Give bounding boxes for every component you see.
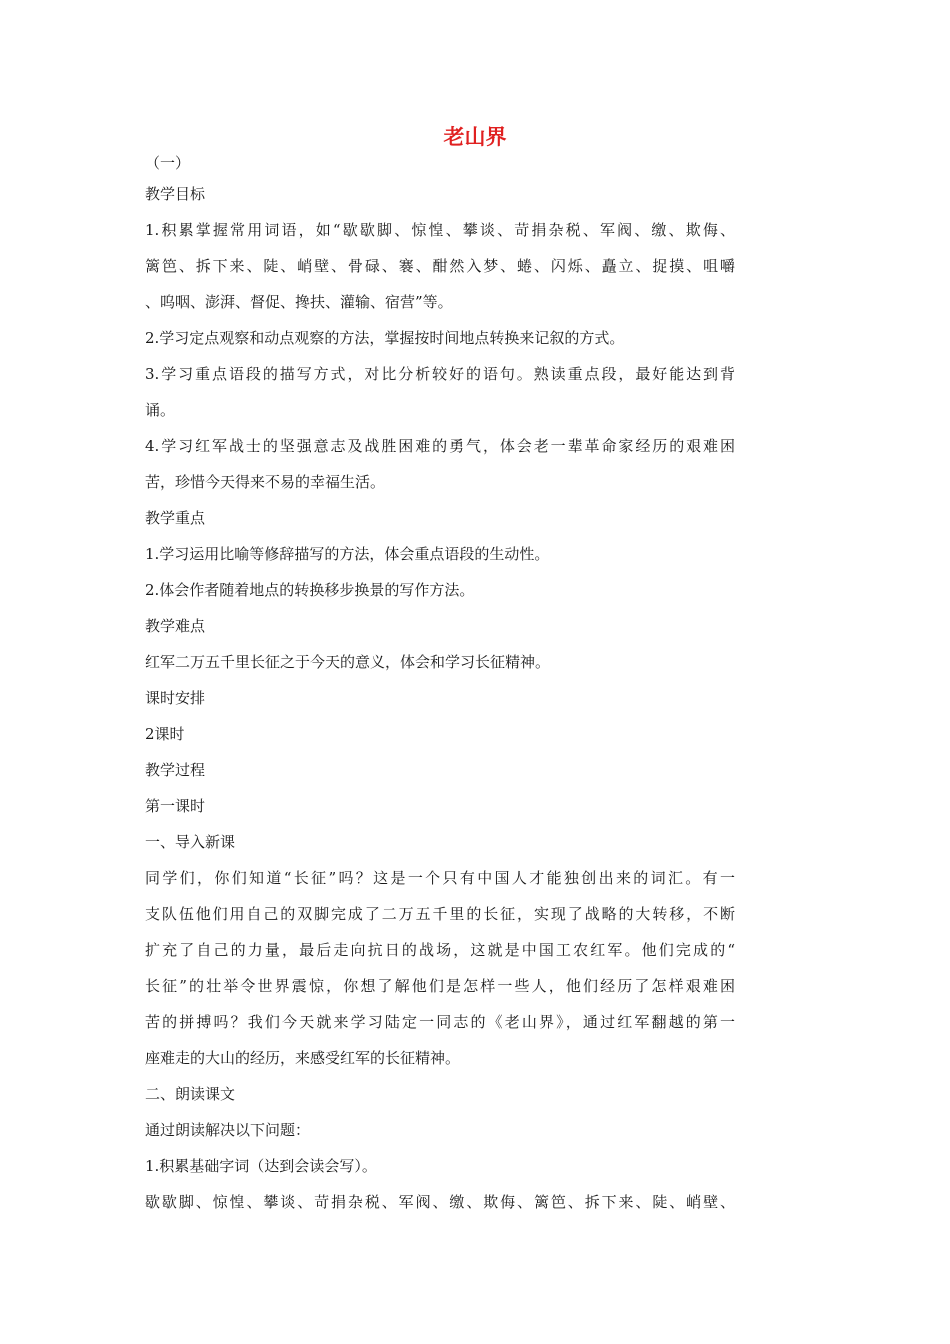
text-line: 二、朗读课文 bbox=[145, 1085, 236, 1103]
text-line: 4.学习红军战士的坚强意志及战胜困难的勇气，体会老一辈革命家经历的艰难困 bbox=[145, 437, 735, 455]
text-line: 同学们，你们知道“长征”吗？这是一个只有中国人才能独创出来的词汇。有一 bbox=[145, 869, 735, 887]
text-line: 红军二万五千里长征之于今天的意义，体会和学习长征精神。 bbox=[145, 653, 551, 671]
document-body bbox=[145, 150, 735, 1220]
text-line: （一） bbox=[145, 154, 191, 172]
text-line: 歇歇脚、惊惶、攀谈、苛捐杂税、军阀、缴、欺侮、篱笆、拆下来、陡、峭壁、 bbox=[145, 1193, 735, 1211]
text-line: 课时安排 bbox=[145, 689, 206, 707]
page-title: 老山界 bbox=[443, 125, 507, 149]
text-line: 2.学习定点观察和动点观察的方法，掌握按时间地点转换来记叙的方式。 bbox=[145, 329, 625, 347]
text-line: 教学难点 bbox=[145, 617, 206, 635]
text-line: 、呜咽、澎湃、督促、搀扶、灌输、宿营”等。 bbox=[145, 293, 453, 311]
text-line: 苦的拼搏吗？我们今天就来学习陆定一同志的《老山界》，通过红军翻越的第一 bbox=[145, 1013, 735, 1031]
text-line: 教学重点 bbox=[145, 509, 206, 527]
text-line: 诵。 bbox=[145, 401, 176, 419]
text-line: 2课时 bbox=[145, 725, 185, 743]
text-line: 1.积累掌握常用词语，如“歇歇脚、惊惶、攀谈、苛捐杂税、军阀、缴、欺侮、 bbox=[145, 221, 735, 239]
text-line: 苦，珍惜今天得来不易的幸福生活。 bbox=[145, 473, 386, 491]
text-line: 篱笆、拆下来、陡、峭壁、骨碌、褰、酣然入梦、蜷、闪烁、矗立、捉摸、咀嚼 bbox=[145, 257, 735, 275]
text-line: 3.学习重点语段的描写方式，对比分析较好的语句。熟读重点段，最好能达到背 bbox=[145, 365, 735, 383]
text-line: 1.积累基础字词（达到会读会写）。 bbox=[145, 1157, 377, 1175]
text-line: 扩充了自己的力量，最后走向抗日的战场，这就是中国工农红军。他们完成的“ bbox=[145, 941, 735, 959]
text-line: 通过朗读解决以下问题： bbox=[145, 1121, 311, 1139]
text-line: 支队伍他们用自己的双脚完成了二万五千里的长征，实现了战略的大转移，不断 bbox=[145, 905, 735, 923]
text-line: 座难走的大山的经历，来感受红军的长征精神。 bbox=[145, 1049, 461, 1067]
text-line: 2.体会作者随着地点的转换移步换景的写作方法。 bbox=[145, 581, 475, 599]
text-line: 1.学习运用比喻等修辞描写的方法，体会重点语段的生动性。 bbox=[145, 545, 550, 563]
text-line: 长征”的壮举令世界震惊，你想了解他们是怎样一些人，他们经历了怎样艰难困 bbox=[145, 977, 735, 995]
text-line: 教学目标 bbox=[145, 185, 206, 203]
text-line: 第一课时 bbox=[145, 797, 206, 815]
text-line: 教学过程 bbox=[145, 761, 206, 779]
text-line: 一、导入新课 bbox=[145, 833, 236, 851]
